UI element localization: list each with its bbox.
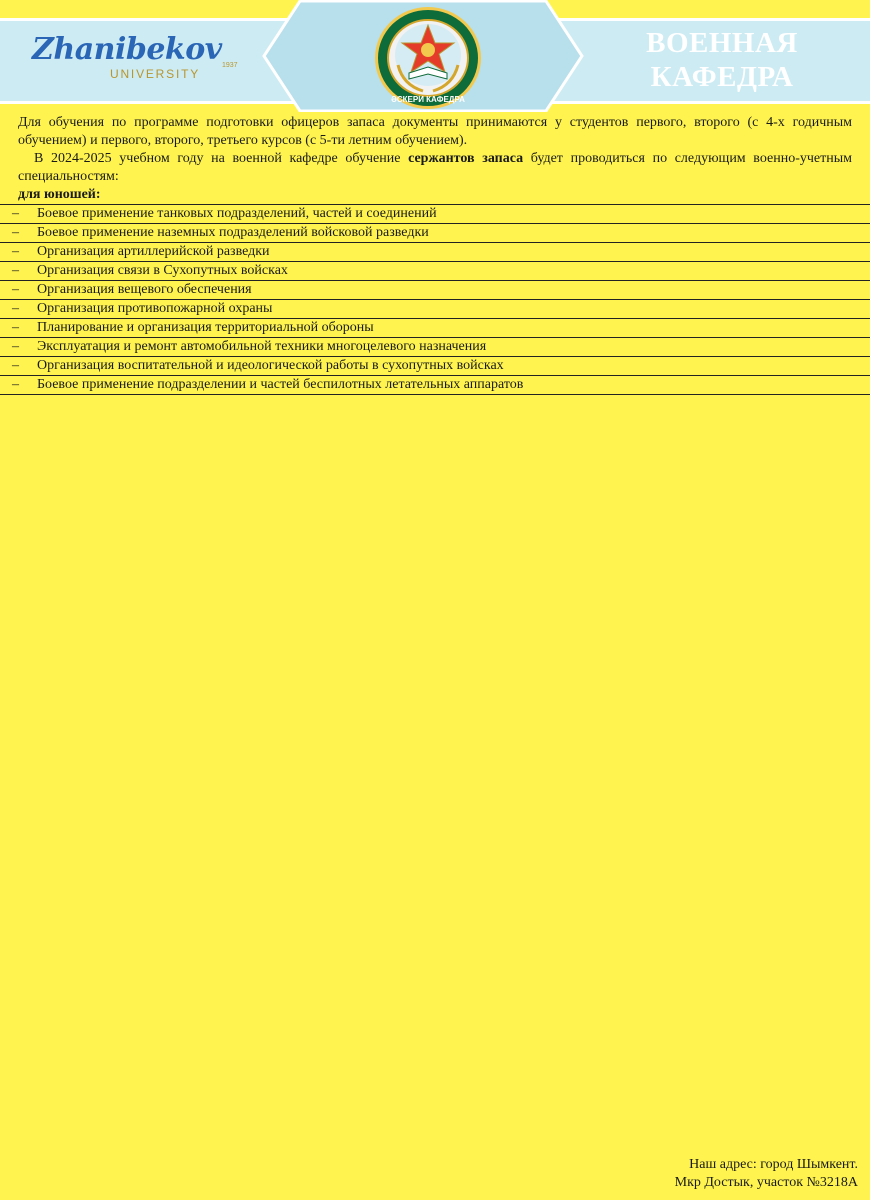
specialties-intro-paragraph [18, 150, 852, 186]
list-dash: – [12, 244, 19, 259]
list-item-text: Организация вещевого обеспечения [37, 282, 252, 297]
list-item-text: Организация воспитательной и идеологической работы в сухопутных войсках [37, 358, 504, 373]
list-item [0, 376, 870, 395]
address-line-1: Наш адрес: город Шымкент. [689, 1157, 858, 1172]
list-item-text: Боевое применение танковых подразделений, частей и соединений [37, 206, 437, 221]
list-item [0, 224, 870, 243]
p2-bold: сержантов запаса [408, 151, 524, 166]
list-item [0, 243, 870, 262]
subheading-young-men: для юношей: [18, 187, 101, 202]
list-item [0, 300, 870, 319]
list-dash: – [12, 206, 19, 221]
logo-year: 1937 [222, 62, 238, 69]
list-item-text: Эксплуатация и ремонт автомобильной техники многоцелевого назначения [37, 339, 487, 354]
list-item [0, 338, 870, 357]
list-dash: – [12, 377, 19, 392]
emblem-caption: ӘСКЕРИ КАФЕДРА [391, 95, 465, 104]
logo-university-text: UNIVERSITY [110, 67, 201, 81]
list-dash: – [12, 301, 19, 316]
main-content [0, 114, 870, 395]
list-dash: – [12, 282, 19, 297]
page-title [622, 26, 822, 94]
logo-wordmark: Zhanibekov [32, 32, 222, 67]
p2-before: В 2024-2025 учебном году на военной кафедре обучение [34, 151, 409, 166]
list-item-text: Планирование и организация территориальной обороны [37, 320, 374, 335]
list-item [0, 281, 870, 300]
header [0, 0, 870, 110]
intro-paragraph: Для обучения по программе подготовки офицеров запаса документы принимаются у студентов первого, второго (с 4-х годичным обучением) и первого, второго, третьего курсов (с 5-ти летним обучением). [18, 115, 852, 148]
military-department-emblem-icon [373, 5, 483, 111]
list-item-text: Организация противопожарной охраны [37, 301, 273, 316]
title-line-2: КАФЕДРА [650, 61, 794, 93]
list-item-text: Боевое применение подразделении и частей беспилотных летательных аппаратов [37, 377, 524, 392]
list-item-text: Организация связи в Сухопутных войсках [37, 263, 288, 278]
list-item [0, 262, 870, 281]
address-line-2: Мкр Достык, участок №3218А [674, 1175, 858, 1190]
list-dash: – [12, 358, 19, 373]
specialties-list [0, 205, 870, 395]
list-dash: – [12, 263, 19, 278]
list-item-text: Боевое применение наземных подразделений войсковой разведки [37, 225, 429, 240]
p2-after: будет проводиться по следующим военно-учетным специальностям: [18, 151, 852, 184]
university-logo [32, 30, 238, 90]
title-line-1: ВОЕННАЯ [646, 27, 798, 59]
list-dash: – [12, 225, 19, 240]
list-item [0, 319, 870, 338]
list-item [0, 205, 870, 224]
list-dash: – [12, 339, 19, 354]
footer-address [675, 1156, 858, 1192]
list-dash: – [12, 320, 19, 335]
list-item-text: Организация артиллерийской разведки [37, 244, 270, 259]
list-item [0, 357, 870, 376]
subheading-row [0, 186, 870, 205]
